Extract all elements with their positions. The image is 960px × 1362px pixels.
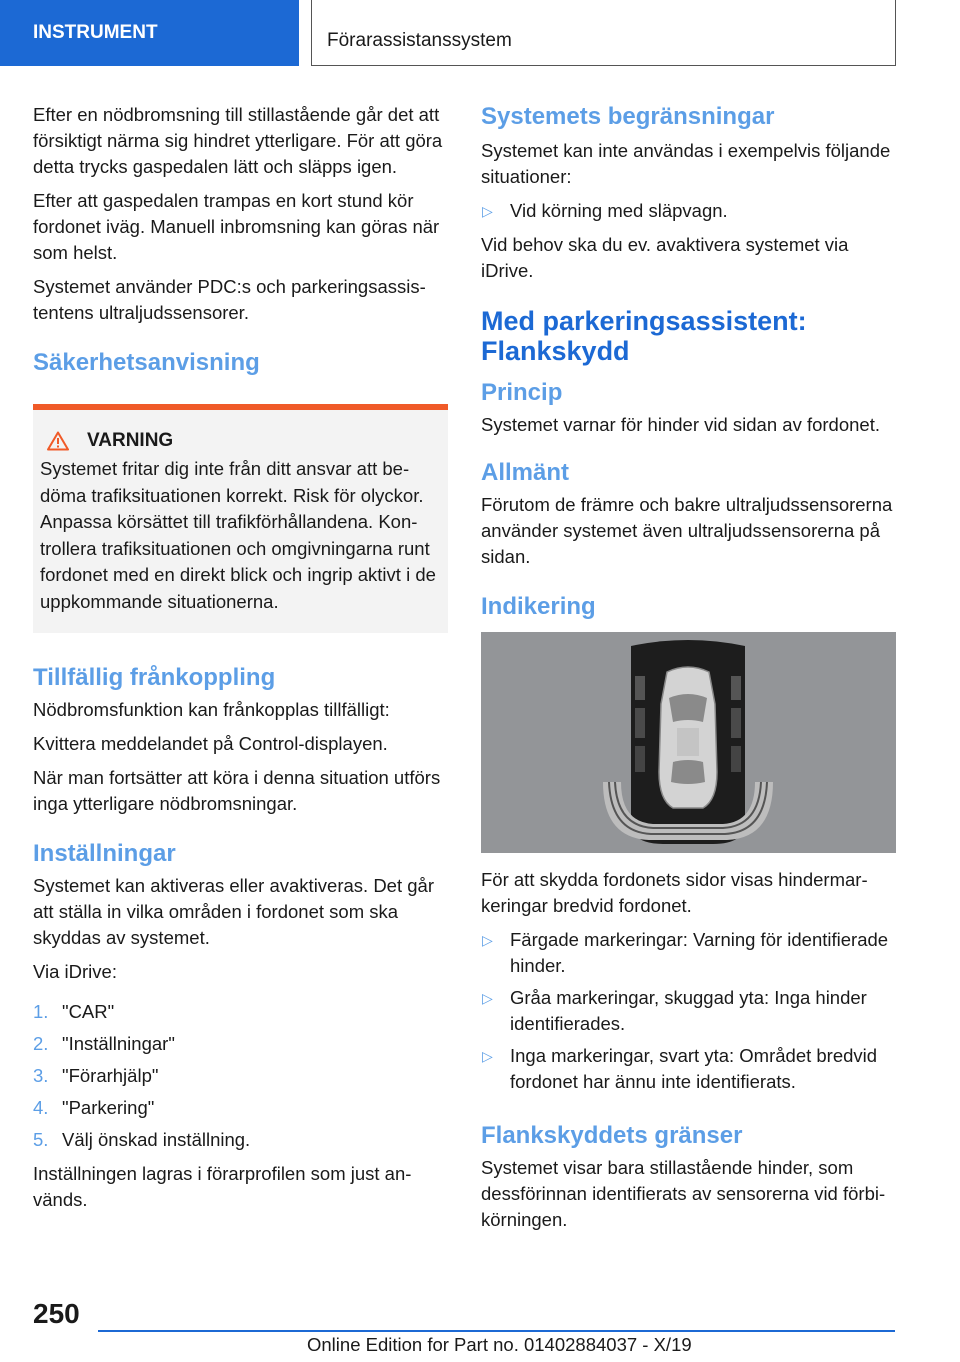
paragraph: Via iDrive: [33,961,117,982]
step-text: "Parkering" [62,1097,155,1118]
footer-divider [98,1330,895,1332]
heading-system-limits: Systemets begränsningar [481,103,775,130]
list-item [481,198,896,224]
heading-side-protection-limits: Flankskyddets gränser [481,1122,743,1149]
paragraph: Efter en nödbromsning till stillastående går det att försiktigt närma sig hindret ytterligare. För att göra detta trycks gaspedalen lätt och släpps igen. [33,104,443,177]
car-top-view-icon [481,632,896,853]
warning-triangle-icon [47,431,69,451]
list-item [33,1063,448,1089]
page-number: 250 [33,1298,80,1329]
bullet-triangle-icon: ▷ [482,203,493,219]
heading-safety: Säkerhetsanvisning [33,349,260,376]
step-text: Välj önskad inställning. [62,1129,251,1150]
heading-general: Allmänt [481,459,570,486]
step-text: "Inställningar" [62,1033,175,1054]
list-item [33,1095,448,1121]
footer-edition: Online Edition for Part no. 01402884037 - X/19 [307,1334,692,1355]
settings-steps-list [33,999,448,1153]
step-number: 2. [33,1033,49,1054]
header-chapter-title: Förarassistanssystem [311,0,896,66]
paragraph: Vid behov ska du ev. avaktivera systemet via iDrive. [481,234,849,281]
right-column [481,102,896,1241]
pdc-side-protection-illustration [481,632,896,853]
heading-temporary-disable: Tillfällig frånkoppling [33,664,276,691]
list-item [481,1043,896,1095]
list-item [33,1127,448,1153]
step-number: 5. [33,1129,49,1150]
paragraph: Systemet använder PDC:s och parkeringsassistentens ultraljudssensorer. [33,276,426,323]
paragraph: Inställningen lagras i förarprofilen som just används. [33,1163,412,1210]
step-number: 4. [33,1097,49,1118]
paragraph: För att skydda fordonets sidor visas hindermarkeringar bredvid fordonet. [481,869,868,916]
left-column [33,102,448,1221]
limits-list [481,198,896,224]
warning-text: Systemet fritar dig inte från ditt ansvar att bedöma trafiksituationen korrekt. Risk för olyckor. Anpassa körsättet till trafikförhållandena. Kontrollera trafiksituationen och omgivningarna runt fordonet med en direkt blick och ingrip aktivt i de uppkommande situationerna. [40,458,436,612]
heading-settings: Inställningar [33,840,176,867]
list-item [33,999,448,1025]
step-text: "Förarhjälp" [62,1065,159,1086]
step-number: 3. [33,1065,49,1086]
list-item-text: Gråa markeringar, skuggad yta: Inga hinder identifierades. [510,987,867,1034]
paragraph: Systemet kan inte användas i exempelvis följande situationer: [481,140,891,187]
list-item [481,985,896,1037]
list-item [481,927,896,979]
bullet-triangle-icon: ▷ [482,1048,493,1064]
warning-label: VARNING [87,430,174,451]
bullet-triangle-icon: ▷ [482,932,493,948]
paragraph: När man fortsätter att köra i denna situation utförs inga ytterligare nödbromsningar. [33,767,441,814]
paragraph: Kvittera meddelandet på Control-displayen. [33,733,388,754]
markers-list [481,927,896,1095]
list-item-text: Inga markeringar, svart yta: Området bredvid fordonet har ännu inte identifierats. [510,1045,878,1092]
warning-title [40,428,440,454]
heading-side-protection: Med parkeringsassistent: Flankskydd [481,306,807,366]
paragraph: Systemet kan aktiveras eller avaktiveras. Det går att ställa in vilka områden i fordonet som ska skyddas av systemet. [33,875,434,948]
step-number: 1. [33,1001,49,1022]
paragraph: Nödbromsfunktion kan frånkopplas tillfälligt: [33,699,390,720]
heading-principle: Princip [481,379,563,406]
list-item-text: Vid körning med släpvagn. [510,200,728,221]
paragraph: Förutom de främre och bakre ultraljudssensorerna använder systemet även ultraljudssensorerna på sidan. [481,494,893,567]
paragraph: Systemet visar bara stillastående hinder, som dessförinnan identifierats av sensorerna vid förbikörningen. [481,1157,886,1230]
header-section-tab: INSTRUMENT [0,0,299,66]
list-item [33,1031,448,1057]
bullet-triangle-icon: ▷ [482,990,493,1006]
paragraph: Systemet varnar för hinder vid sidan av fordonet. [481,414,880,435]
heading-display: Indikering [481,593,596,620]
warning-box [33,404,448,633]
paragraph: Efter att gaspedalen trampas en kort stund kör fordonet iväg. Manuell inbromsning kan göras när som helst. [33,190,440,263]
step-text: "CAR" [62,1001,115,1022]
list-item-text: Färgade markeringar: Varning för identifierade hinder. [510,929,889,976]
